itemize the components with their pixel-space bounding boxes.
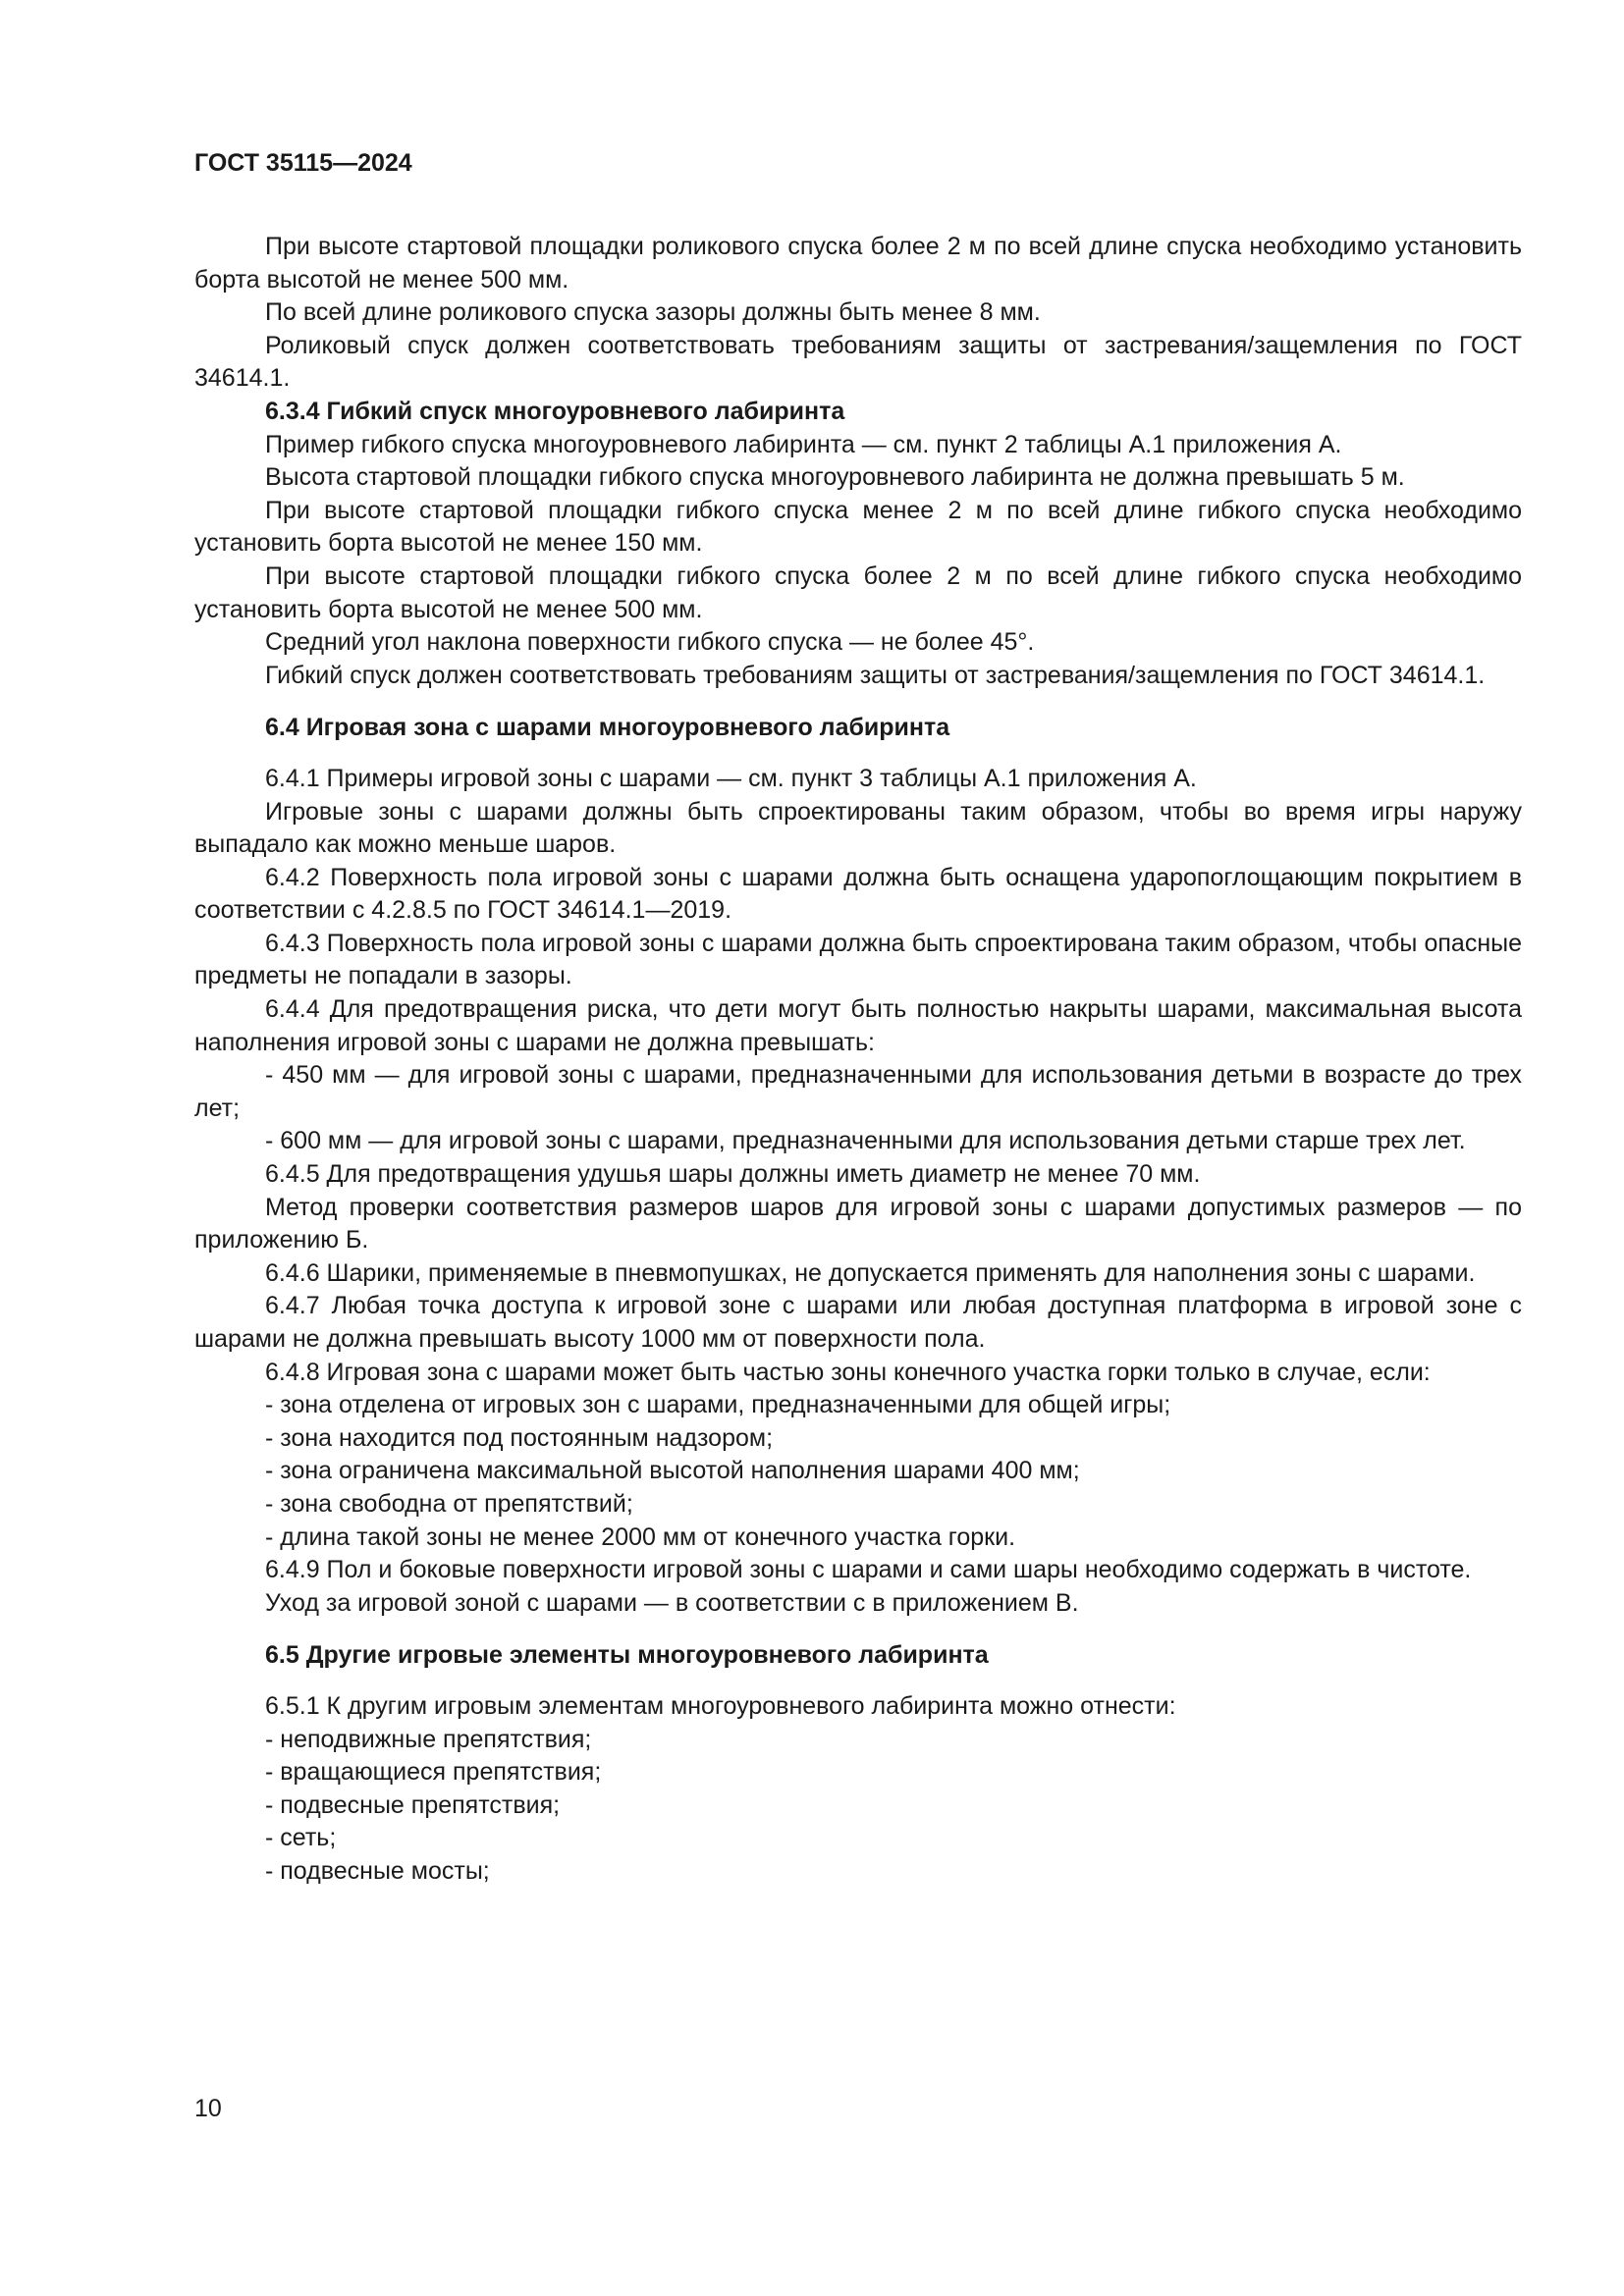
paragraph: 6.5.1 К другим игровым элементам многоуровневого лабиринта можно отнести: (265, 1691, 1176, 1720)
paragraph: При высоте стартовой площадки гибкого спуска более 2 м по всей длине гибкого спуска необходимо установить борта высотой не менее 500 мм. (194, 561, 1522, 623)
paragraph: Пример гибкого спуска многоуровневого лабиринта — см. пункт 2 таблицы А.1 приложения А. (265, 430, 1342, 458)
paragraph: - длина такой зоны не менее 2000 мм от конечного участка горки. (265, 1522, 1016, 1551)
paragraph: 6.4.8 Игровая зона с шарами может быть частью зоны конечного участка горки только в случае, если: (265, 1358, 1431, 1386)
paragraph: Гибкий спуск должен соответствовать требованиям защиты от застревания/защемления по ГОСТ 34614.1. (265, 661, 1486, 689)
paragraph: Роликовый спуск должен соответствовать требованиям защиты от застревания/защемления по ГОСТ 34614.1. (194, 331, 1522, 393)
paragraph: 6.4.3 Поверхность пола игровой зоны с шарами должна быть спроектирована таким образом, чтобы опасные предметы не попадали в зазоры. (194, 929, 1522, 990)
paragraph: 6.4.7 Любая точка доступа к игровой зоне с шарами или любая доступная платформа в игровой зоне с шарами не должна превышать высоту 1000 мм от поверхности пола. (194, 1292, 1522, 1353)
paragraph: При высоте стартовой площадки гибкого спуска менее 2 м по всей длине гибкого спуска необходимо установить борта высотой не менее 150 мм. (194, 496, 1522, 558)
paragraph: - зона ограничена максимальной высотой наполнения шарами 400 мм; (265, 1457, 1080, 1485)
section-heading: 6.4 Игровая зона с шарами многоуровневого лабиринта (265, 714, 950, 742)
paragraph: Высота стартовой площадки гибкого спуска многоуровневого лабиринта не должна превышать 5 м. (265, 463, 1405, 492)
paragraph: - неподвижные препятствия; (265, 1725, 592, 1753)
paragraph: Уход за игровой зоной с шарами — в соответствии с в приложением В. (265, 1588, 1079, 1617)
paragraph: - сеть; (265, 1824, 337, 1852)
paragraph: - зона свободна от препятствий; (265, 1489, 633, 1518)
paragraph: 6.4.1 Примеры игровой зоны с шарами — см. пункт 3 таблицы А.1 приложения А. (265, 764, 1197, 792)
document-page (194, 147, 1522, 1889)
paragraph: Средний угол наклона поверхности гибкого спуска — не более 45°. (265, 628, 1035, 657)
section-heading: 6.5 Другие игровые элементы многоуровневого лабиринта (265, 1641, 989, 1670)
paragraph: - вращающиеся препятствия; (265, 1758, 602, 1787)
document-header: ГОСТ 35115—2024 (194, 149, 412, 177)
paragraph: Игровые зоны с шарами должны быть спроектированы таким образом, чтобы во время игры наружу выпадало как можно меньше шаров. (194, 797, 1522, 859)
paragraph: По всей длине роликового спуска зазоры должны быть менее 8 мм. (265, 298, 1041, 327)
paragraph: - зона находится под постоянным надзором; (265, 1423, 774, 1452)
paragraph: 6.4.4 Для предотвращения риска, что дети могут быть полностью накрыты шарами, максимальная высота наполнения игровой зоны с шарами не должна превышать: (194, 995, 1522, 1056)
paragraph: - подвесные мосты; (265, 1856, 490, 1885)
paragraph: - 600 мм — для игровой зоны с шарами, предназначенными для использования детьми старше трех лет. (265, 1127, 1466, 1155)
paragraph: - зона отделена от игровых зон с шарами, предназначенными для общей игры; (265, 1391, 1171, 1419)
paragraph: 6.4.9 Пол и боковые поверхности игровой зоны с шарами и сами шары необходимо содержать в чистоте. (265, 1556, 1472, 1584)
paragraph: Метод проверки соответствия размеров шаров для игровой зоны с шарами допустимых размеров — по приложению Б. (194, 1193, 1522, 1255)
paragraph: 6.4.5 Для предотвращения удушья шары должны иметь диаметр не менее 70 мм. (265, 1160, 1201, 1189)
subsection-heading: 6.3.4 Гибкий спуск многоуровневого лабиринта (265, 397, 845, 425)
page-number: 10 (194, 2095, 222, 2122)
paragraph: - подвесные препятствия; (265, 1790, 561, 1819)
paragraph: 6.4.6 Шарики, применяемые в пневмопушках, не допускается применять для наполнения зоны с шарами. (265, 1258, 1476, 1287)
document-body (194, 231, 1522, 1889)
paragraph: При высоте стартовой площадки роликового спуска более 2 м по всей длине спуска необходимо установить борта высотой не менее 500 мм. (194, 233, 1522, 294)
paragraph: 6.4.2 Поверхность пола игровой зоны с шарами должна быть оснащена ударопоглощающим покрытием в соответствии с 4.2.8.5 по ГОСТ 34614.1—2019. (194, 863, 1522, 925)
paragraph: - 450 мм — для игровой зоны с шарами, предназначенными для использования детьми в возрасте до трех лет; (194, 1061, 1522, 1122)
